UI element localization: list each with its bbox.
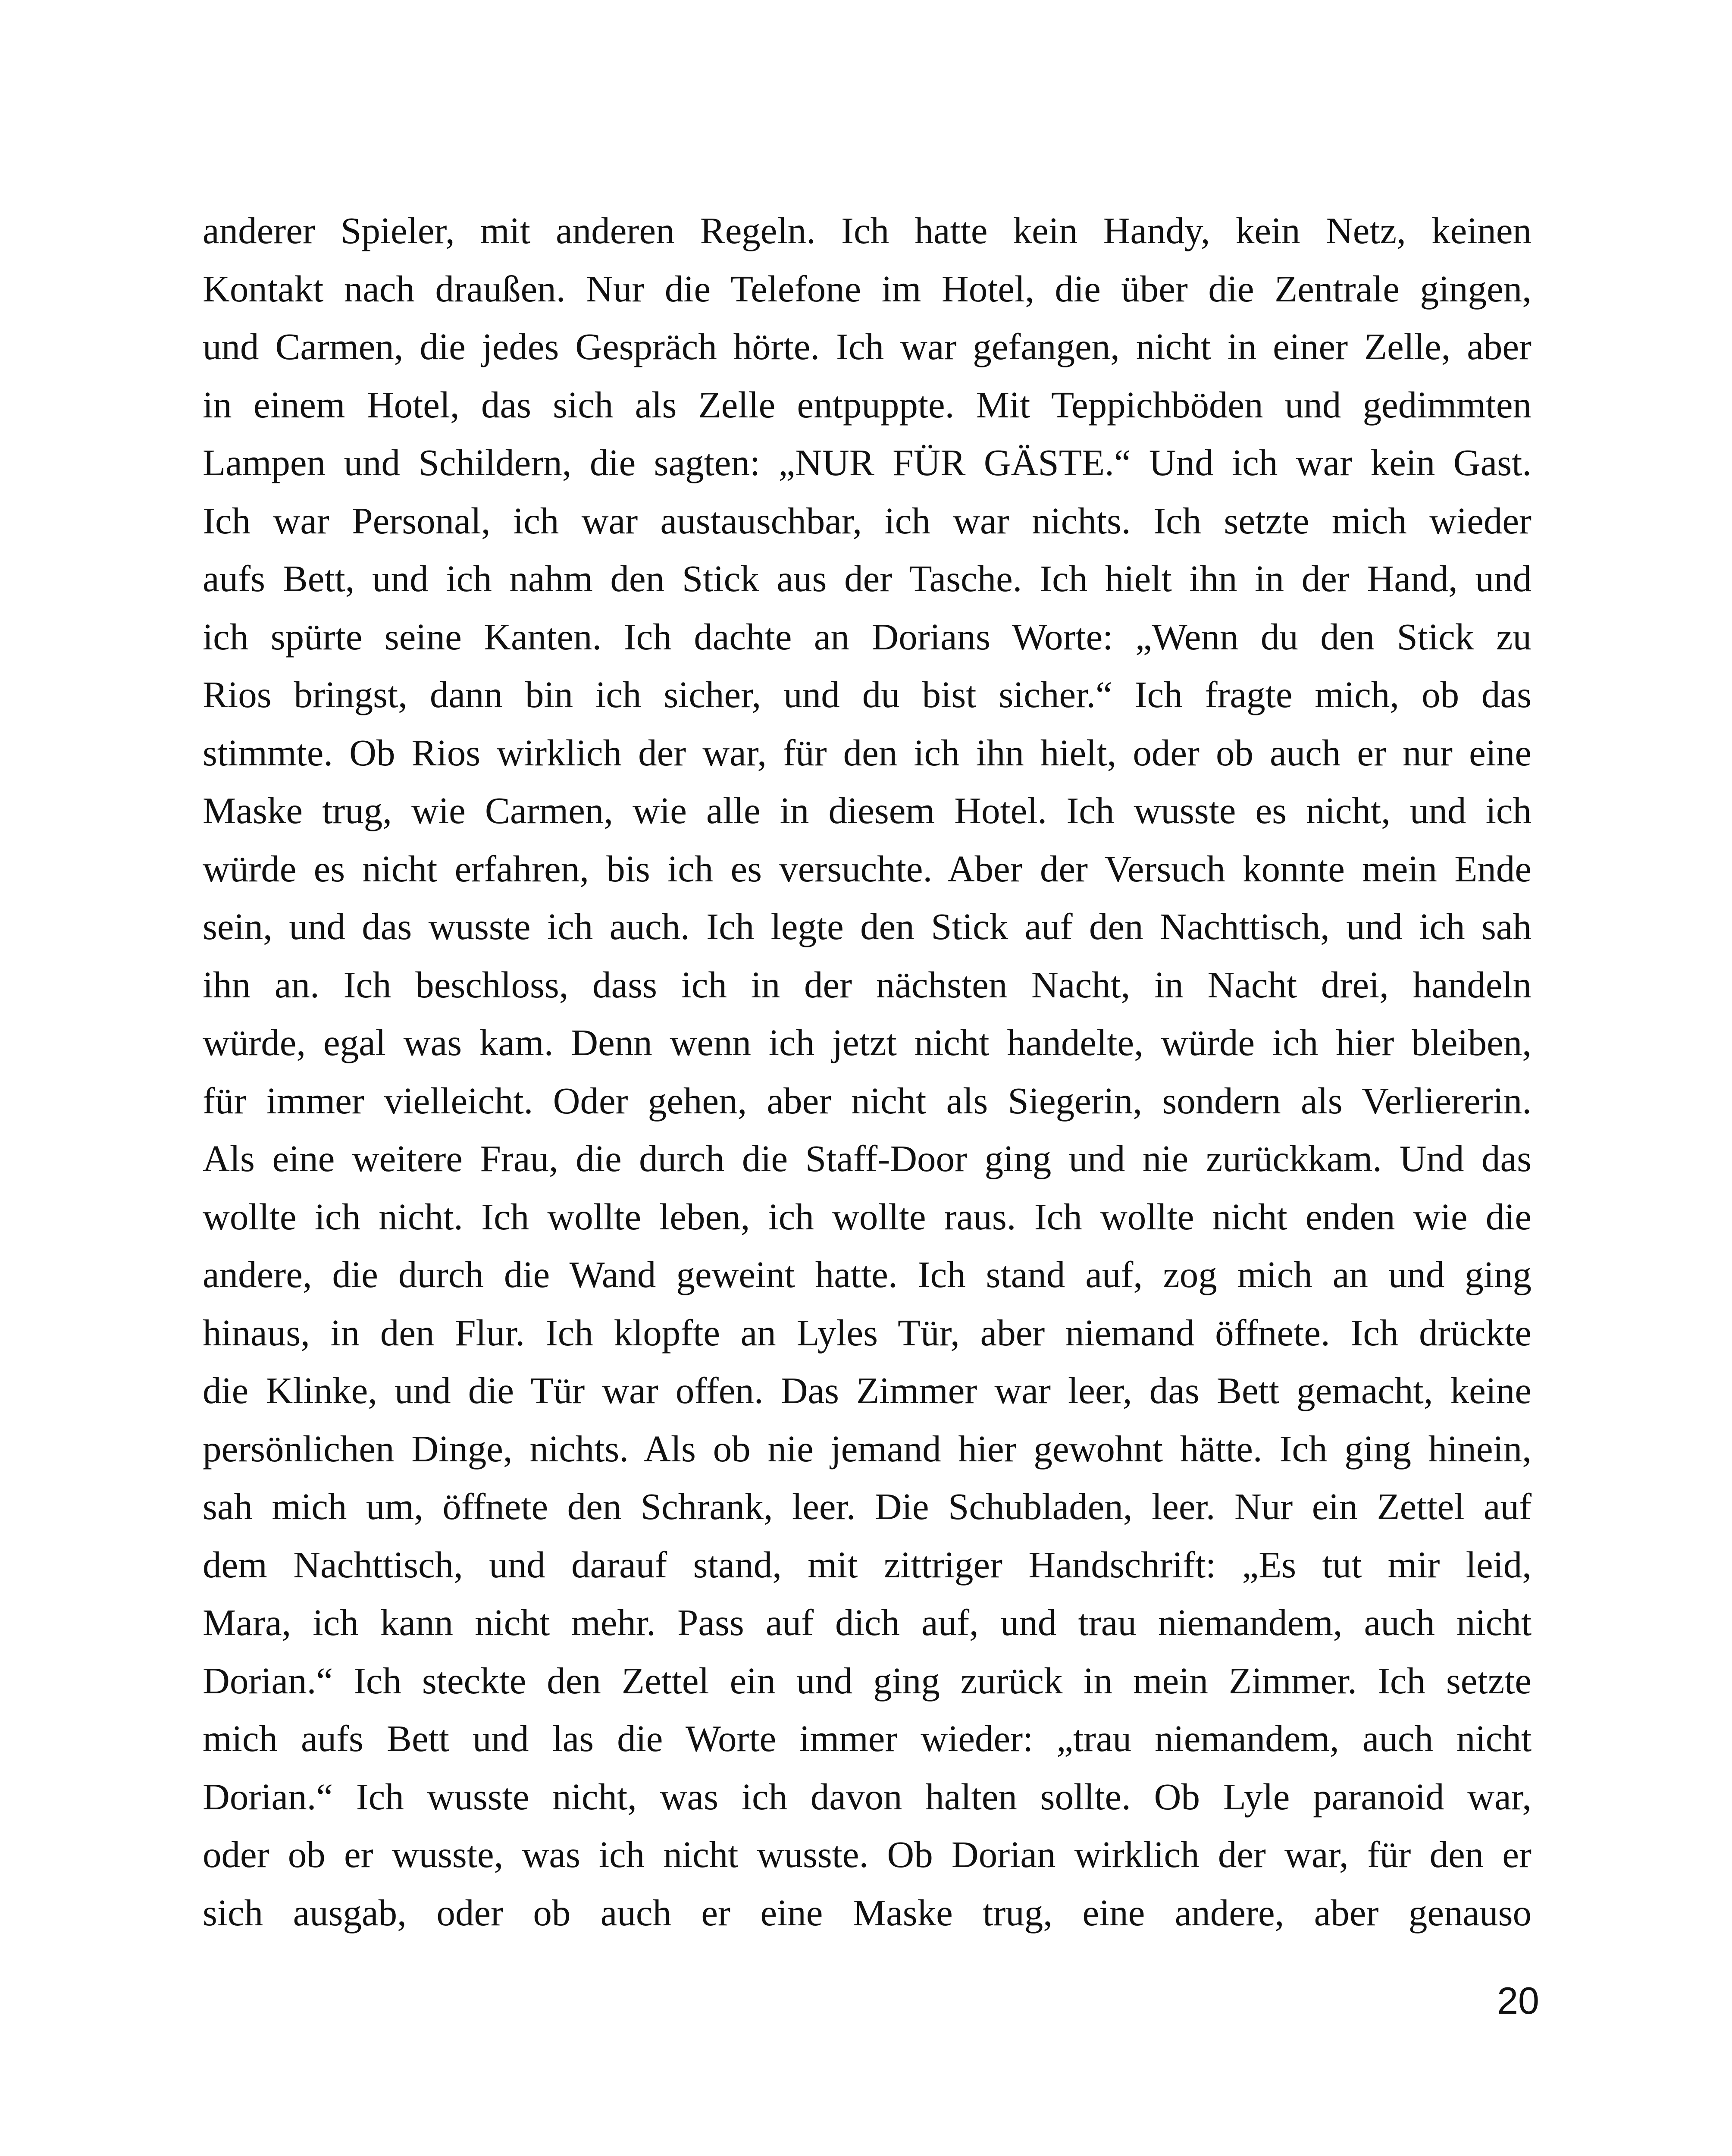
text-line: für immer vielleicht. Oder gehen, aber nicht als Siegerin, sondern als Verliererin. [203,1079,1532,1122]
text-line: persönlichen Dinge, nichts. Als ob nie jemand hier gewohnt hätte. Ich ging hinein, [203,1427,1532,1470]
text-line: Ich war Personal, ich war austauschbar, ich war nichts. Ich setzte mich wieder [203,499,1532,542]
text-line: mich aufs Bett und las die Worte immer wieder: „trau niemandem, auch nicht [203,1717,1532,1759]
text-line: Lampen und Schildern, die sagten: „NUR FÜR GÄSTE.“ Und ich war kein Gast. [203,442,1532,483]
text-line: oder ob er wusste, was ich nicht wusste. Ob Dorian wirklich der war, für den er [203,1833,1532,1875]
text-line: Rios bringst, dann bin ich sicher, und du bist sicher.“ Ich fragte mich, ob das [203,674,1532,715]
text-line: sah mich um, öffnete den Schrank, leer. Die Schubladen, leer. Nur ein Zettel auf [203,1485,1532,1527]
text-line: anderer Spieler, mit anderen Regeln. Ich hatte kein Handy, kein Netz, keinen [203,210,1532,251]
text-line: Kontakt nach draußen. Nur die Telefone im Hotel, die über die Zentrale gingen, [203,267,1532,310]
text-line: wollte ich nicht. Ich wollte leben, ich wollte raus. Ich wollte nicht enden wie die [203,1195,1532,1238]
text-line: Als eine weitere Frau, die durch die Staff-Door ging und nie zurückkam. Und das [203,1138,1532,1179]
text-line: ich spürte seine Kanten. Ich dachte an Dorians Worte: „Wenn du den Stick zu [203,615,1532,658]
text-line: dem Nachttisch, und darauf stand, mit zittriger Handschrift: „Es tut mir leid, [203,1543,1532,1586]
text-line: die Klinke, und die Tür war offen. Das Zimmer war leer, das Bett gemacht, keine [203,1369,1532,1411]
text-line: würde, egal was kam. Denn wenn ich jetzt nicht handelte, würde ich hier bleiben, [203,1022,1532,1063]
text-line: würde es nicht erfahren, bis ich es versuchte. Aber der Versuch konnte mein Ende [203,847,1532,890]
text-line: sich ausgab, oder ob auch er eine Maske trug, eine andere, aber genauso [203,1891,1532,1934]
text-line: hinaus, in den Flur. Ich klopfte an Lyles Tür, aber niemand öffnete. Ich drückte [203,1311,1532,1354]
text-line: aufs Bett, und ich nahm den Stick aus der Tasche. Ich hielt ihn in der Hand, und [203,558,1532,599]
body-text [203,202,1532,1942]
text-line: Maske trug, wie Carmen, wie alle in diesem Hotel. Ich wusste es nicht, und ich [203,790,1532,831]
text-line: und Carmen, die jedes Gespräch hörte. Ich war gefangen, nicht in einer Zelle, aber [203,326,1532,367]
text-line: Dorian.“ Ich wusste nicht, was ich davon halten sollte. Ob Lyle paranoid war, [203,1775,1532,1818]
text-line: stimmte. Ob Rios wirklich der war, für den ich ihn hielt, oder ob auch er nur eine [203,731,1532,774]
text-line: Dorian.“ Ich steckte den Zettel ein und ging zurück in mein Zimmer. Ich setzte [203,1659,1532,1702]
text-line: Mara, ich kann nicht mehr. Pass auf dich auf, und trau niemandem, auch nicht [203,1601,1532,1643]
text-line: ihn an. Ich beschloss, dass ich in der nächsten Nacht, in Nacht drei, handeln [203,963,1532,1006]
text-line: sein, und das wusste ich auch. Ich legte den Stick auf den Nachttisch, und ich sah [203,906,1532,947]
page-number: 20 [1497,1979,1539,2022]
text-line: andere, die durch die Wand geweint hatte. Ich stand auf, zog mich an und ging [203,1253,1532,1295]
text-line: in einem Hotel, das sich als Zelle entpuppte. Mit Teppichböden und gedimmten [203,383,1532,426]
